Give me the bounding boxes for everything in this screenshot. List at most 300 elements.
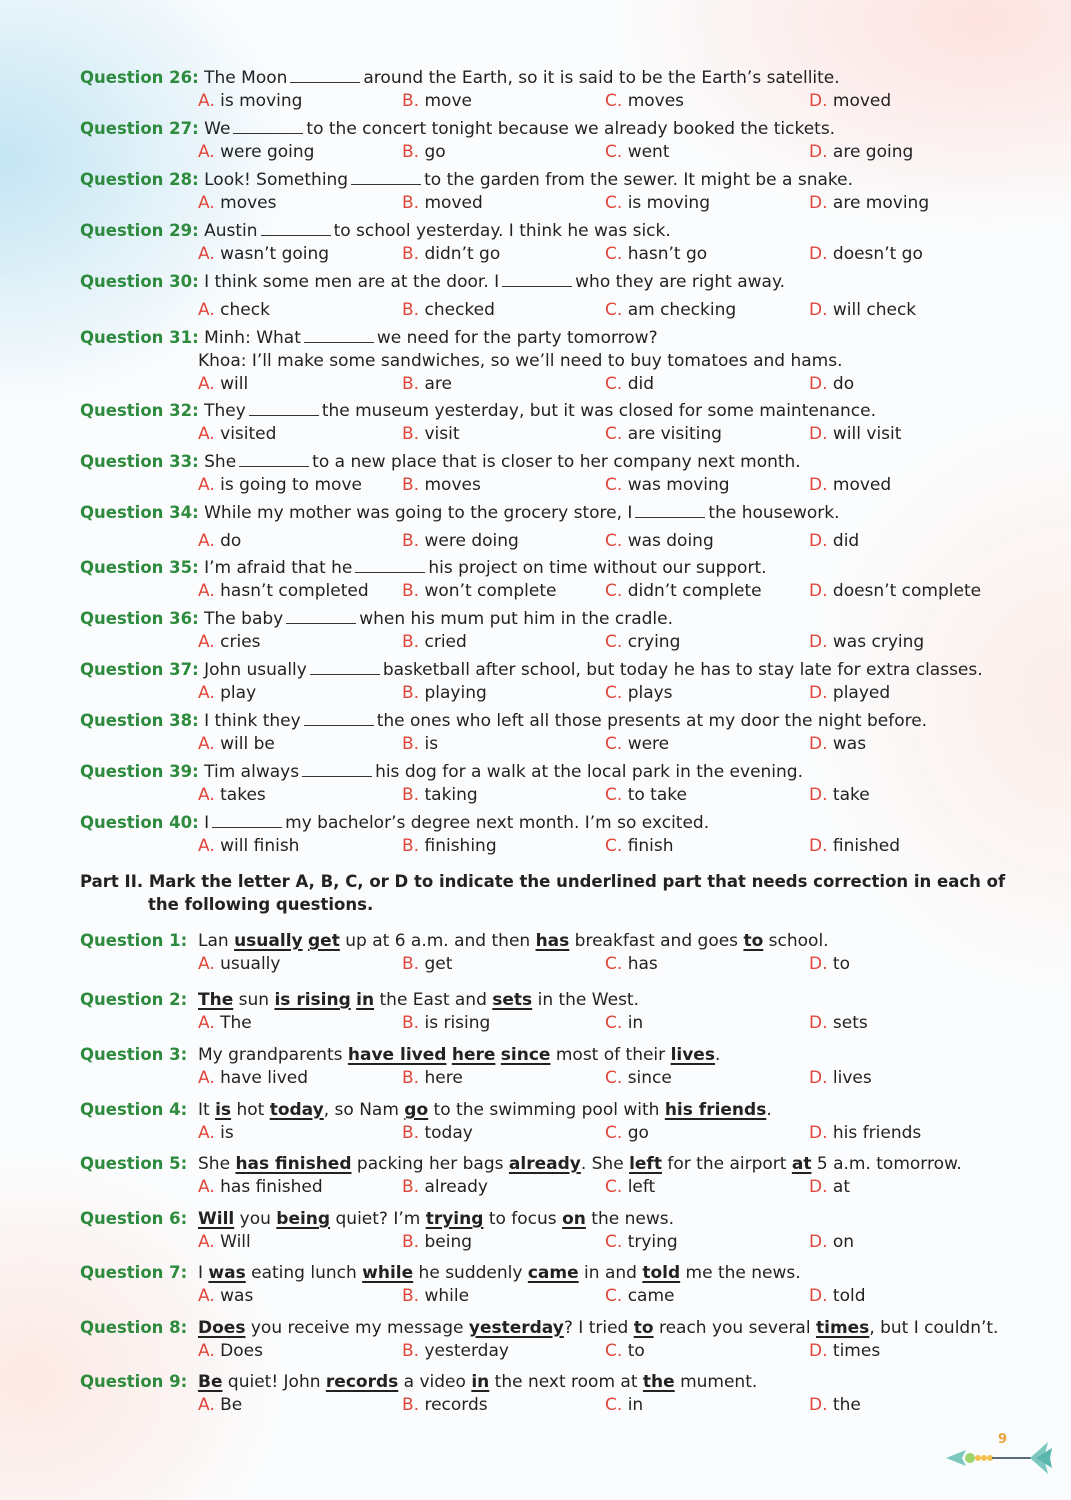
question-26-option[interactable] bbox=[605, 90, 684, 113]
option-text: didn’t go bbox=[424, 244, 501, 264]
error-question-4-option[interactable] bbox=[402, 1122, 473, 1145]
option-letter: A. bbox=[198, 91, 215, 111]
option-letter: C. bbox=[605, 142, 623, 162]
error-question-3-option[interactable] bbox=[402, 1067, 463, 1090]
question-31-option[interactable] bbox=[809, 373, 854, 396]
stem-before-blank: I think they bbox=[204, 711, 301, 731]
error-question-7-option[interactable] bbox=[605, 1285, 674, 1308]
stem-after-blank: when his mum put him in the cradle. bbox=[359, 609, 674, 629]
question-32-option[interactable] bbox=[809, 423, 901, 446]
option-letter: D. bbox=[809, 836, 828, 856]
option-letter: C. bbox=[605, 683, 623, 703]
option-text: moves bbox=[424, 475, 481, 495]
option-letter: B. bbox=[402, 954, 420, 974]
option-letter: B. bbox=[402, 581, 420, 601]
question-29 bbox=[80, 219, 1015, 266]
question-26-option[interactable] bbox=[809, 90, 891, 113]
question-34-option[interactable] bbox=[809, 530, 859, 553]
option-letter: C. bbox=[605, 1177, 623, 1197]
error-question-1-option[interactable] bbox=[809, 953, 850, 976]
error-question-5-option[interactable] bbox=[198, 1176, 323, 1199]
question-stem bbox=[80, 270, 1015, 294]
answer-blank[interactable] bbox=[351, 170, 421, 185]
question-label: Question 29: bbox=[80, 221, 199, 240]
option-letter: D. bbox=[809, 1068, 828, 1088]
option-text: Will bbox=[220, 1232, 251, 1252]
question-35-option[interactable] bbox=[605, 580, 762, 603]
option-text: visited bbox=[220, 424, 277, 444]
stem-before-blank: We bbox=[204, 119, 231, 139]
question-31-option[interactable] bbox=[198, 373, 248, 396]
option-text: records bbox=[424, 1395, 488, 1415]
error-question-5-option[interactable] bbox=[605, 1176, 655, 1199]
option-text: moved bbox=[424, 193, 483, 213]
option-text: the bbox=[832, 1395, 861, 1415]
question-40-option[interactable] bbox=[402, 835, 497, 858]
option-letter: D. bbox=[809, 374, 828, 394]
option-letter: C. bbox=[605, 374, 623, 394]
error-question-4-option[interactable] bbox=[605, 1122, 649, 1145]
option-letter: B. bbox=[402, 1395, 420, 1415]
error-question-1 bbox=[80, 929, 1015, 976]
question-29-option[interactable] bbox=[809, 243, 923, 266]
underlined-part: go bbox=[404, 1100, 429, 1120]
answer-blank[interactable] bbox=[304, 328, 374, 343]
question-label: Question 26: bbox=[80, 68, 199, 87]
underlined-part: in bbox=[471, 1372, 490, 1392]
option-text: in bbox=[627, 1013, 644, 1033]
option-letter: D. bbox=[809, 632, 828, 652]
question-39-option[interactable] bbox=[198, 784, 266, 807]
question-37-option[interactable] bbox=[402, 682, 487, 705]
option-text: sets bbox=[832, 1013, 868, 1033]
option-letter: A. bbox=[198, 1013, 215, 1033]
option-text: will bbox=[220, 374, 249, 394]
question-27 bbox=[80, 117, 1015, 164]
answer-blank[interactable] bbox=[502, 272, 572, 287]
option-text: were bbox=[627, 734, 670, 754]
error-question-2-options bbox=[80, 1012, 1015, 1035]
question-39-options bbox=[80, 784, 1015, 807]
question-34-option[interactable] bbox=[605, 530, 714, 553]
option-text: finish bbox=[627, 836, 674, 856]
question-label: Question 34: bbox=[80, 503, 199, 522]
error-question-1-option[interactable] bbox=[605, 953, 658, 976]
answer-blank[interactable] bbox=[212, 813, 282, 828]
question-36-option[interactable] bbox=[809, 631, 924, 654]
underlined-part: Does bbox=[198, 1318, 246, 1338]
option-letter: A. bbox=[198, 142, 215, 162]
question-29-option[interactable] bbox=[605, 243, 707, 266]
part2-heading-line2: the following questions. bbox=[148, 895, 374, 914]
option-text: was crying bbox=[832, 632, 925, 652]
option-text: have lived bbox=[220, 1068, 309, 1088]
underlined-part: while bbox=[362, 1263, 414, 1283]
question-label: Question 3: bbox=[80, 1045, 188, 1064]
option-text: left bbox=[627, 1177, 656, 1197]
answer-blank[interactable] bbox=[355, 558, 425, 573]
question-stem bbox=[80, 709, 1015, 733]
question-stem bbox=[80, 501, 1015, 525]
question-label: Question 4: bbox=[80, 1100, 188, 1119]
question-29-option[interactable] bbox=[402, 243, 500, 266]
answer-blank[interactable] bbox=[310, 660, 380, 675]
option-text: will be bbox=[220, 734, 275, 754]
question-38-option[interactable] bbox=[809, 733, 866, 756]
error-question-7-option[interactable] bbox=[809, 1285, 866, 1308]
option-letter: C. bbox=[605, 734, 623, 754]
question-37-option[interactable] bbox=[198, 682, 256, 705]
option-text: is going to move bbox=[220, 475, 362, 495]
error-question-7-option[interactable] bbox=[402, 1285, 469, 1308]
question-40-option[interactable] bbox=[809, 835, 900, 858]
option-text: are going bbox=[832, 142, 914, 162]
question-34 bbox=[80, 501, 1015, 553]
question-30-option[interactable] bbox=[198, 299, 270, 322]
option-letter: C. bbox=[605, 954, 623, 974]
error-question-3-option[interactable] bbox=[198, 1067, 308, 1090]
question-36-options bbox=[80, 631, 1015, 654]
error-question-2-option[interactable] bbox=[198, 1012, 252, 1035]
option-letter: A. bbox=[198, 1232, 215, 1252]
option-text: at bbox=[832, 1177, 850, 1197]
option-text: finished bbox=[832, 836, 900, 856]
underlined-part: lives bbox=[670, 1045, 715, 1065]
option-letter: A. bbox=[198, 734, 215, 754]
question-27-option[interactable] bbox=[402, 141, 446, 164]
error-question-3-options bbox=[80, 1067, 1015, 1090]
question-label: Question 2: bbox=[80, 990, 188, 1009]
option-letter: C. bbox=[605, 1123, 623, 1143]
question-34-option[interactable] bbox=[402, 530, 519, 553]
question-40-option[interactable] bbox=[198, 835, 299, 858]
question-37-option[interactable] bbox=[605, 682, 673, 705]
option-letter: B. bbox=[402, 1232, 420, 1252]
option-text: doesn’t go bbox=[832, 244, 923, 264]
question-32-option[interactable] bbox=[605, 423, 722, 446]
option-text: moved bbox=[832, 475, 892, 495]
option-text: is moving bbox=[220, 91, 303, 111]
option-text: was bbox=[220, 1286, 254, 1306]
option-letter: C. bbox=[605, 581, 623, 601]
option-text: times bbox=[832, 1341, 881, 1361]
option-letter: C. bbox=[605, 1232, 623, 1252]
question-38-option[interactable] bbox=[402, 733, 438, 756]
question-30-option[interactable] bbox=[809, 299, 916, 322]
error-question-7 bbox=[80, 1261, 1015, 1308]
option-text: did bbox=[627, 374, 654, 394]
question-33-option[interactable] bbox=[809, 474, 891, 497]
question-40-options bbox=[80, 835, 1015, 858]
question-32-option[interactable] bbox=[402, 423, 460, 446]
question-stem: Question 5: She has finished packing her bags already. She left for the airport at 5 a.m. tomorrow. bbox=[80, 1154, 962, 1174]
option-letter: D. bbox=[809, 300, 828, 320]
question-stem bbox=[80, 760, 1015, 784]
option-letter: A. bbox=[198, 1395, 215, 1415]
option-letter: C. bbox=[605, 193, 623, 213]
option-text: in bbox=[627, 1395, 644, 1415]
answer-blank[interactable] bbox=[286, 609, 356, 624]
question-33-options bbox=[80, 474, 1015, 497]
question-stem: Question 7: I was eating lunch while he suddenly came in and told me the news. bbox=[80, 1263, 801, 1283]
question-27-option[interactable] bbox=[605, 141, 670, 164]
error-question-9 bbox=[80, 1370, 1015, 1417]
error-question-7-options bbox=[80, 1285, 1015, 1308]
answer-blank[interactable] bbox=[290, 68, 360, 83]
question-40-option[interactable] bbox=[605, 835, 674, 858]
error-question-8-option[interactable] bbox=[198, 1340, 263, 1363]
error-question-4-option[interactable] bbox=[198, 1122, 234, 1145]
error-question-6-option[interactable] bbox=[198, 1231, 251, 1254]
option-letter: C. bbox=[605, 632, 623, 652]
question-35-option[interactable] bbox=[402, 580, 556, 603]
error-question-4-option[interactable] bbox=[809, 1122, 921, 1145]
stem-after-blank: the museum yesterday, but it was closed for some maintenance. bbox=[321, 401, 876, 421]
question-31-option[interactable] bbox=[402, 373, 452, 396]
stem-before-blank: They bbox=[204, 401, 246, 421]
option-letter: A. bbox=[198, 785, 215, 805]
question-38-option[interactable] bbox=[198, 733, 275, 756]
question-stem bbox=[80, 117, 1015, 141]
question-stem bbox=[80, 450, 1015, 474]
question-39-option[interactable] bbox=[605, 784, 687, 807]
question-31-option[interactable] bbox=[605, 373, 654, 396]
question-36-option[interactable] bbox=[402, 631, 467, 654]
error-question-6-option[interactable] bbox=[809, 1231, 854, 1254]
question-label: Question 7: bbox=[80, 1263, 188, 1282]
question-label: Question 38: bbox=[80, 711, 199, 730]
question-37-option[interactable] bbox=[809, 682, 890, 705]
question-26 bbox=[80, 66, 1015, 113]
question-39 bbox=[80, 760, 1015, 807]
underlined-part: get bbox=[308, 931, 340, 951]
error-question-2-option[interactable] bbox=[809, 1012, 868, 1035]
error-question-8 bbox=[80, 1316, 1015, 1363]
option-letter: A. bbox=[198, 374, 215, 394]
option-text: his friends bbox=[832, 1123, 922, 1143]
option-text: go bbox=[424, 142, 446, 162]
option-text: moved bbox=[832, 91, 892, 111]
option-letter: D. bbox=[809, 1177, 828, 1197]
question-26-option[interactable] bbox=[402, 90, 472, 113]
question-36-option[interactable] bbox=[605, 631, 680, 654]
option-letter: C. bbox=[605, 836, 623, 856]
question-27-options bbox=[80, 141, 1015, 164]
question-33 bbox=[80, 450, 1015, 497]
error-question-6-option[interactable] bbox=[605, 1231, 678, 1254]
question-35-option[interactable] bbox=[809, 580, 981, 603]
question-38-option[interactable] bbox=[605, 733, 669, 756]
option-letter: A. bbox=[198, 1123, 215, 1143]
question-35-option[interactable] bbox=[198, 580, 369, 603]
error-question-9-options bbox=[80, 1394, 1015, 1417]
stem-before-blank: Austin bbox=[204, 221, 258, 241]
error-question-5-option[interactable] bbox=[402, 1176, 488, 1199]
error-question-6-option[interactable] bbox=[402, 1231, 472, 1254]
error-question-2-option[interactable] bbox=[402, 1012, 490, 1035]
option-letter: A. bbox=[198, 424, 215, 444]
question-28-option[interactable] bbox=[809, 192, 929, 215]
error-question-5 bbox=[80, 1152, 1015, 1199]
question-label: Question 27: bbox=[80, 119, 199, 138]
stem-before-blank: Minh: What bbox=[204, 328, 301, 348]
option-text: has bbox=[627, 954, 658, 974]
question-39-option[interactable] bbox=[402, 784, 478, 807]
underlined-part: here bbox=[451, 1045, 496, 1065]
option-letter: B. bbox=[402, 1286, 420, 1306]
option-text: are moving bbox=[832, 193, 930, 213]
stem-after-blank: to a new place that is closer to her company next month. bbox=[312, 452, 801, 472]
option-letter: B. bbox=[402, 836, 420, 856]
option-letter: D. bbox=[809, 531, 828, 551]
question-34-options bbox=[80, 530, 1015, 553]
error-question-2-option[interactable] bbox=[605, 1012, 643, 1035]
underlined-part: trying bbox=[425, 1209, 484, 1229]
question-28-option[interactable] bbox=[402, 192, 483, 215]
question-label: Question 40: bbox=[80, 813, 199, 832]
option-letter: A. bbox=[198, 683, 215, 703]
question-label: Question 9: bbox=[80, 1372, 188, 1391]
option-letter: C. bbox=[605, 475, 623, 495]
question-30-option[interactable] bbox=[605, 299, 736, 322]
option-text: being bbox=[424, 1232, 473, 1252]
option-letter: A. bbox=[198, 632, 215, 652]
question-40 bbox=[80, 811, 1015, 858]
question-label: Question 30: bbox=[80, 272, 199, 291]
option-letter: B. bbox=[402, 475, 420, 495]
answer-blank[interactable] bbox=[249, 401, 319, 416]
option-text: The bbox=[220, 1013, 252, 1033]
stem-after-blank: to the garden from the sewer. It might be a snake. bbox=[424, 170, 854, 190]
question-27-option[interactable] bbox=[198, 141, 314, 164]
question-stem bbox=[80, 399, 1015, 423]
option-letter: D. bbox=[809, 1232, 828, 1252]
answer-blank[interactable] bbox=[233, 119, 303, 134]
question-stem: Question 2: The sun is rising in the East and sets in the West. bbox=[80, 990, 639, 1010]
question-label: Question 5: bbox=[80, 1154, 188, 1173]
stem-after-blank: who they are right away. bbox=[575, 272, 786, 292]
option-letter: D. bbox=[809, 1123, 828, 1143]
answer-blank[interactable] bbox=[239, 452, 309, 467]
error-question-3-option[interactable] bbox=[809, 1067, 872, 1090]
part2-heading bbox=[80, 870, 1010, 916]
stem-before-blank: John usually bbox=[204, 660, 307, 680]
stem-before-blank: She bbox=[204, 452, 237, 472]
error-question-9-option[interactable] bbox=[198, 1394, 242, 1417]
option-letter: B. bbox=[402, 1177, 420, 1197]
option-text: hasn’t completed bbox=[220, 581, 369, 601]
question-33-option[interactable] bbox=[402, 474, 481, 497]
option-text: take bbox=[832, 785, 870, 805]
question-label: Question 32: bbox=[80, 401, 199, 420]
error-question-6-options bbox=[80, 1231, 1015, 1254]
question-label: Question 35: bbox=[80, 558, 199, 577]
option-letter: D. bbox=[809, 785, 828, 805]
question-28-option[interactable] bbox=[198, 192, 276, 215]
error-question-9-option[interactable] bbox=[402, 1394, 488, 1417]
option-text: today bbox=[424, 1123, 473, 1143]
question-28-option[interactable] bbox=[605, 192, 710, 215]
option-letter: D. bbox=[809, 1013, 828, 1033]
stem-after-blank: my bachelor’s degree next month. I’m so excited. bbox=[285, 813, 710, 833]
error-question-1-option[interactable] bbox=[198, 953, 280, 976]
error-question-3-option[interactable] bbox=[605, 1067, 672, 1090]
stem-after-blank: around the Earth, so it is said to be the Earth’s satellite. bbox=[363, 68, 840, 88]
question-30-option[interactable] bbox=[402, 299, 495, 322]
question-33-option[interactable] bbox=[605, 474, 730, 497]
question-34-option[interactable] bbox=[198, 530, 241, 553]
answer-blank[interactable] bbox=[304, 711, 374, 726]
error-question-5-option[interactable] bbox=[809, 1176, 850, 1199]
option-text: was doing bbox=[627, 531, 714, 551]
error-question-9-option[interactable] bbox=[809, 1394, 861, 1417]
underlined-part: has finished bbox=[235, 1154, 352, 1174]
underlined-part: today bbox=[269, 1100, 324, 1120]
error-question-9-option[interactable] bbox=[605, 1394, 643, 1417]
error-question-8-option[interactable] bbox=[605, 1340, 645, 1363]
stem-before-blank: I think some men are at the door. I bbox=[204, 272, 500, 292]
error-question-6 bbox=[80, 1207, 1015, 1254]
option-letter: D. bbox=[809, 1286, 828, 1306]
underlined-part: have lived bbox=[347, 1045, 447, 1065]
answer-blank[interactable] bbox=[635, 503, 705, 518]
option-letter: D. bbox=[809, 424, 828, 444]
option-letter: D. bbox=[809, 1395, 828, 1415]
option-letter: D. bbox=[809, 954, 828, 974]
question-stem: Question 6: Will you being quiet? I’m trying to focus on the news. bbox=[80, 1209, 674, 1229]
error-question-7-option[interactable] bbox=[198, 1285, 253, 1308]
question-27-option[interactable] bbox=[809, 141, 913, 164]
option-letter: D. bbox=[809, 475, 828, 495]
question-36-option[interactable] bbox=[198, 631, 261, 654]
stem-before-blank: While my mother was going to the grocery store, I bbox=[204, 503, 633, 523]
option-letter: B. bbox=[402, 142, 420, 162]
question-39-option[interactable] bbox=[809, 784, 870, 807]
question-28 bbox=[80, 168, 1015, 215]
option-text: was bbox=[832, 734, 867, 754]
underlined-part: told bbox=[642, 1263, 681, 1283]
underlined-part: to bbox=[633, 1318, 654, 1338]
option-letter: B. bbox=[402, 785, 420, 805]
answer-blank[interactable] bbox=[261, 221, 331, 236]
error-question-8-option[interactable] bbox=[402, 1340, 509, 1363]
option-text: is moving bbox=[627, 193, 710, 213]
question-38 bbox=[80, 709, 1015, 756]
option-text: crying bbox=[627, 632, 681, 652]
underlined-part: already bbox=[508, 1154, 581, 1174]
error-question-8-option[interactable] bbox=[809, 1340, 880, 1363]
question-26-option[interactable] bbox=[198, 90, 302, 113]
error-question-2 bbox=[80, 988, 1015, 1035]
option-text: was moving bbox=[627, 475, 730, 495]
question-stem bbox=[80, 326, 1015, 350]
option-letter: B. bbox=[402, 300, 420, 320]
question-32-option[interactable] bbox=[198, 423, 276, 446]
stem-after-blank: to school yesterday. I think he was sick. bbox=[333, 221, 671, 241]
option-text: didn’t complete bbox=[627, 581, 762, 601]
error-question-4-options bbox=[80, 1122, 1015, 1145]
option-letter: A. bbox=[198, 1286, 215, 1306]
option-text: came bbox=[627, 1286, 675, 1306]
question-33-option[interactable] bbox=[198, 474, 362, 497]
answer-blank[interactable] bbox=[302, 762, 372, 777]
error-question-1-option[interactable] bbox=[402, 953, 452, 976]
question-30 bbox=[80, 270, 1015, 322]
option-text: am checking bbox=[627, 300, 737, 320]
question-29-option[interactable] bbox=[198, 243, 329, 266]
underlined-part: Be bbox=[198, 1372, 223, 1392]
question-label: Question 8: bbox=[80, 1318, 188, 1337]
